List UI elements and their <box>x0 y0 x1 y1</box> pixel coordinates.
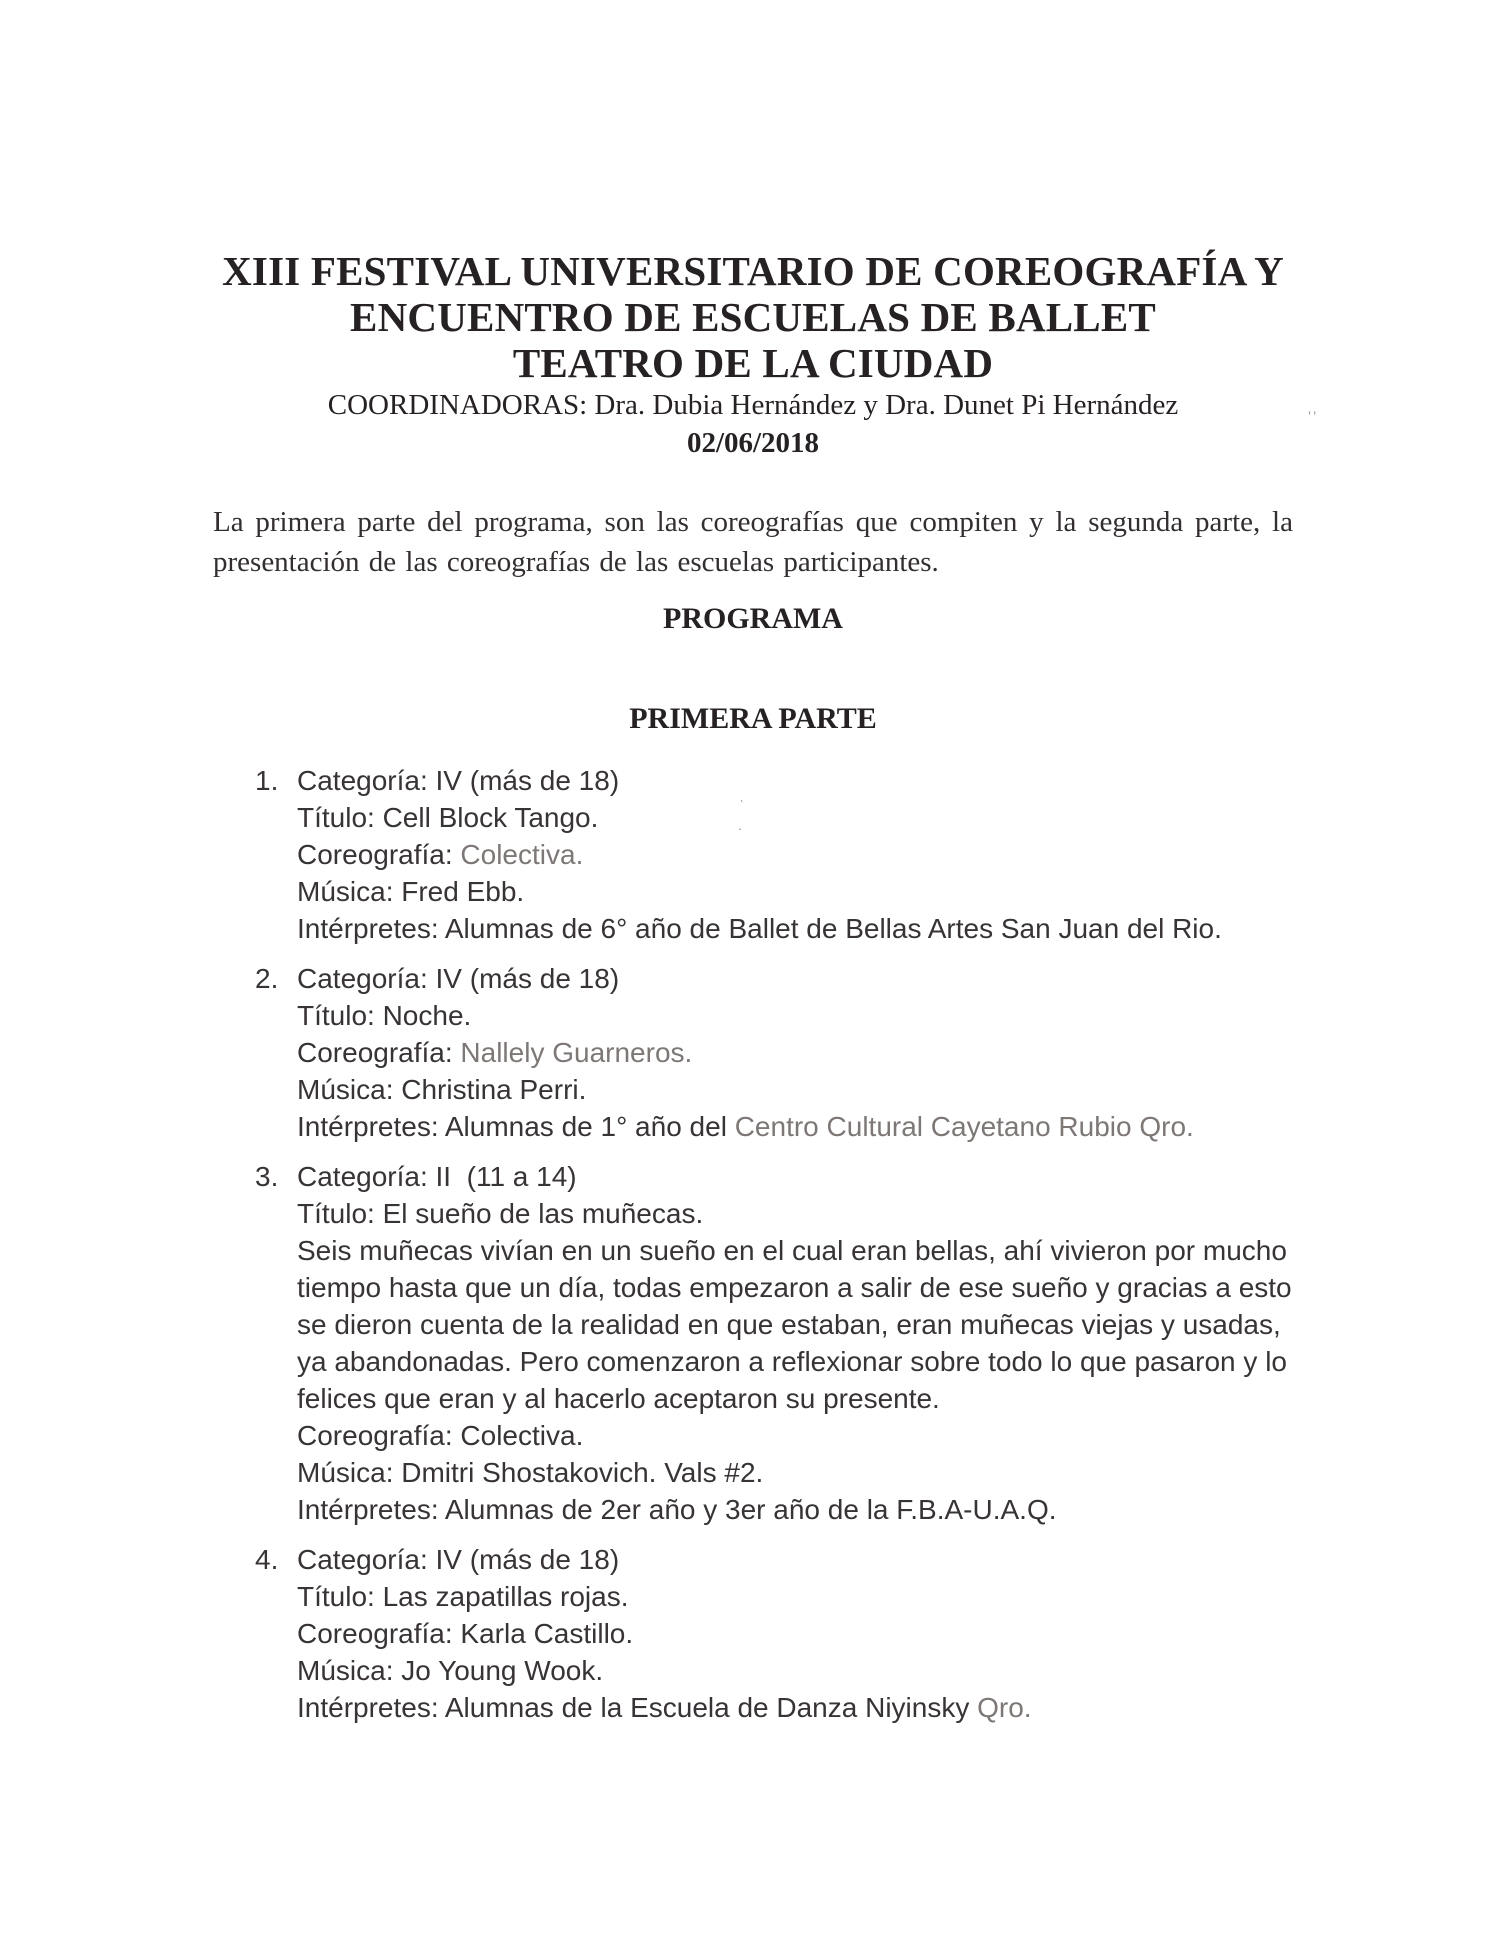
program-item <box>255 762 1293 947</box>
text-segment: Intérpretes: Alumnas de 1° año del <box>297 1111 735 1142</box>
item-number: 3. <box>255 1161 279 1192</box>
item-line <box>297 1652 1293 1689</box>
item-number: 2. <box>255 963 279 994</box>
title-line-2: ENCUENTRO DE ESCUELAS DE BALLET <box>350 294 1156 340</box>
item-line <box>297 1689 1293 1726</box>
item-lines <box>297 762 1293 947</box>
text-segment: Música: Christina Perri. <box>297 1074 587 1105</box>
scan-speck: ˎ <box>739 786 750 804</box>
item-line <box>297 1195 1293 1232</box>
section-heading-programa: PROGRAMA <box>663 602 843 635</box>
item-line <box>297 799 1293 836</box>
item-line <box>297 1158 1293 1195</box>
text-segment: Coreografía: <box>297 1037 461 1068</box>
item-line <box>297 1454 1293 1491</box>
text-segment: Título: Cell Block Tango. <box>297 802 599 833</box>
text-segment: Coreografía: Colectiva. <box>297 1420 584 1451</box>
item-line <box>297 997 1293 1034</box>
text-segment: Qro. <box>977 1692 1032 1723</box>
item-line <box>297 762 1293 799</box>
text-segment: Categoría: IV (más de 18) <box>297 963 620 994</box>
text-segment: Colectiva. <box>460 839 584 870</box>
document-title <box>213 248 1293 386</box>
item-line <box>297 1541 1293 1578</box>
item-lines <box>297 960 1293 1145</box>
item-line <box>297 1578 1293 1615</box>
program-item <box>255 960 1293 1145</box>
scan-speck: ʼʼ <box>1308 409 1319 425</box>
text-segment: Intérpretes: Alumnas de la Escuela de Danza Niyinsky <box>297 1692 978 1723</box>
text-segment: Categoría: IV (más de 18) <box>297 1544 620 1575</box>
item-line <box>297 836 1293 873</box>
text-segment: Título: Noche. <box>297 1000 472 1031</box>
item-line <box>297 873 1293 910</box>
text-segment: Intérpretes: Alumnas de 2er año y 3er año de la F.B.A-U.A.Q. <box>297 1494 1057 1525</box>
item-line <box>297 1108 1293 1145</box>
text-segment: Categoría: II (11 a 14) <box>297 1161 577 1192</box>
text-segment: Nallely Guarneros. <box>460 1037 693 1068</box>
intro-paragraph: La primera parte del programa, son las coreografías que compiten y la segunda parte, la presentación de las coreografías de las escuelas participantes. <box>213 506 1293 578</box>
text-segment: Categoría: IV (más de 18) <box>297 765 620 796</box>
item-lines <box>297 1541 1293 1726</box>
text-segment: Seis muñecas vivían en un sueño en el cual eran bellas, ahí vivieron por mucho tiempo hasta que un día, todas empezaron a salir de ese sueño y gracias a esto se dieron cuenta de la realidad en que estaban, eran muñecas viejas y usadas, ya abandonadas. Pero comenzaron a reflexionar sobre todo lo que pasaron y lo felices que eran y al hacerlo aceptaron su presente. <box>297 1235 1300 1414</box>
program-item <box>255 1541 1293 1726</box>
item-number: 4. <box>255 1544 279 1575</box>
text-segment: Música: Dmitri Shostakovich. Vals #2. <box>297 1457 764 1488</box>
program-item <box>255 1158 1300 1528</box>
title-line-1: XIII FESTIVAL UNIVERSITARIO DE COREOGRAFÍA Y <box>222 248 1284 294</box>
event-date: 02/06/2018 <box>686 427 820 459</box>
section-heading-primera-parte: PRIMERA PARTE <box>629 702 877 735</box>
item-line <box>297 1232 1300 1417</box>
text-segment: Centro Cultural Cayetano Rubio Qro. <box>734 1111 1194 1142</box>
item-number: 1. <box>255 765 279 796</box>
item-line <box>297 1034 1293 1071</box>
text-segment: Título: Las zapatillas rojas. <box>297 1581 629 1612</box>
coordinators-line: COORDINADORAS: Dra. Dubia Hernández y Dra. Dunet Pi Hernández <box>327 389 1179 421</box>
item-line <box>297 910 1293 947</box>
item-line <box>297 1491 1293 1528</box>
document-header <box>213 248 1293 462</box>
item-line <box>297 1615 1293 1652</box>
scan-speck: . <box>738 817 742 833</box>
program-list <box>213 762 1300 1726</box>
item-lines <box>297 1158 1300 1528</box>
text-segment: Música: Fred Ebb. <box>297 876 525 907</box>
text-segment: Coreografía: Karla Castillo. <box>297 1618 634 1649</box>
text-segment: Intérpretes: Alumnas de 6° año de Ballet de Bellas Artes San Juan del Rio. <box>297 913 1222 944</box>
text-segment: Título: El sueño de las muñecas. <box>297 1198 704 1229</box>
item-line <box>297 1071 1293 1108</box>
text-segment: Coreografía: <box>297 839 461 870</box>
text-segment: Música: Jo Young Wook. <box>297 1655 604 1686</box>
item-line <box>297 1417 1293 1454</box>
item-line <box>297 960 1293 997</box>
title-line-3: TEATRO DE LA CIUDAD <box>512 340 994 386</box>
